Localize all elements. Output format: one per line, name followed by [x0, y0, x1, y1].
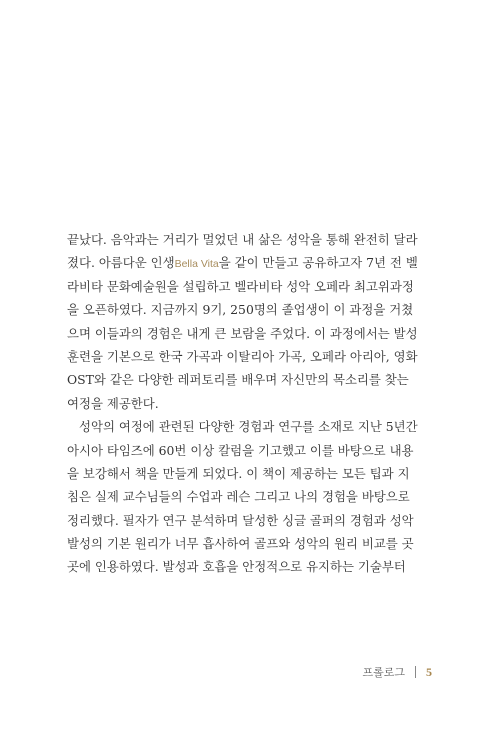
body-line — [67, 392, 433, 415]
body-line-text: 아시아 타임즈에 60번 이상 칼럼을 기고했고 이를 바탕으로 내용 — [67, 442, 414, 458]
body-line — [67, 485, 433, 508]
body-line — [67, 275, 433, 298]
page-footer — [362, 664, 432, 680]
body-line — [67, 462, 433, 485]
body-line-text: 을 오픈하였다. 지금까지 9기, 250명의 졸업생이 이 과정을 거쳤 — [67, 302, 414, 318]
body-line — [67, 532, 433, 555]
body-line-text: 침은 실제 교수님들의 수업과 레슨 그리고 나의 경험을 바탕으로 — [67, 489, 410, 505]
body-line-text: 성악의 여정에 관련된 다양한 경험과 연구를 소재로 지난 5년간 — [79, 419, 418, 435]
body-line — [67, 322, 433, 345]
body-line-text: 발성의 기본 원리가 너무 흡사하여 골프와 성악의 원리 비교를 곳 — [67, 536, 414, 552]
footer-divider — [415, 666, 416, 678]
body-line — [67, 368, 433, 391]
body-line — [67, 298, 433, 321]
body-text — [67, 228, 433, 579]
body-line-text: 여정을 제공한다. — [67, 395, 159, 411]
body-line-text: 을 보강해서 책을 만들게 되었다. 이 책이 제공하는 모든 팁과 지 — [67, 465, 410, 481]
body-line-text: 훈련을 기본으로 한국 가곡과 이탈리아 가곡, 오페라 아리아, 영화 — [67, 348, 418, 364]
body-line-text: 라비타 문화예술원을 설립하고 벨라비타 성악 오페라 최고위과정 — [67, 278, 414, 294]
inline-latin-gloss: Bella Vita — [174, 258, 219, 271]
body-line — [67, 228, 433, 251]
body-line — [67, 251, 433, 274]
body-line — [67, 345, 433, 368]
body-line — [67, 439, 433, 462]
body-line-text: 끝났다. 음악과는 거리가 멀었던 내 삶은 성악을 통해 완전히 달라 — [67, 232, 418, 247]
body-line-text: 졌다. 아름다운 인생Bella Vita을 같이 만들고 공유하고자 7년 전 벨 — [67, 255, 418, 271]
body-line-text: 으며 이들과의 경험은 내게 큰 보람을 주었다. 이 과정에서는 발성 — [67, 325, 418, 341]
body-line — [67, 555, 433, 578]
body-line-text: 곳에 인용하였다. 발성과 호흡을 안정적으로 유지하는 기술부터 — [67, 559, 406, 575]
body-line-text: 정리했다. 필자가 연구 분석하며 달성한 싱글 골퍼의 경험과 성악 — [67, 512, 414, 528]
page-number: 5 — [426, 664, 432, 679]
body-line — [67, 509, 433, 532]
body-line — [67, 415, 433, 438]
running-section-title: 프롤로그 — [362, 666, 405, 679]
body-line-text: OST와 같은 다양한 레퍼토리를 배우며 자신만의 목소리를 찾는 — [67, 372, 409, 388]
